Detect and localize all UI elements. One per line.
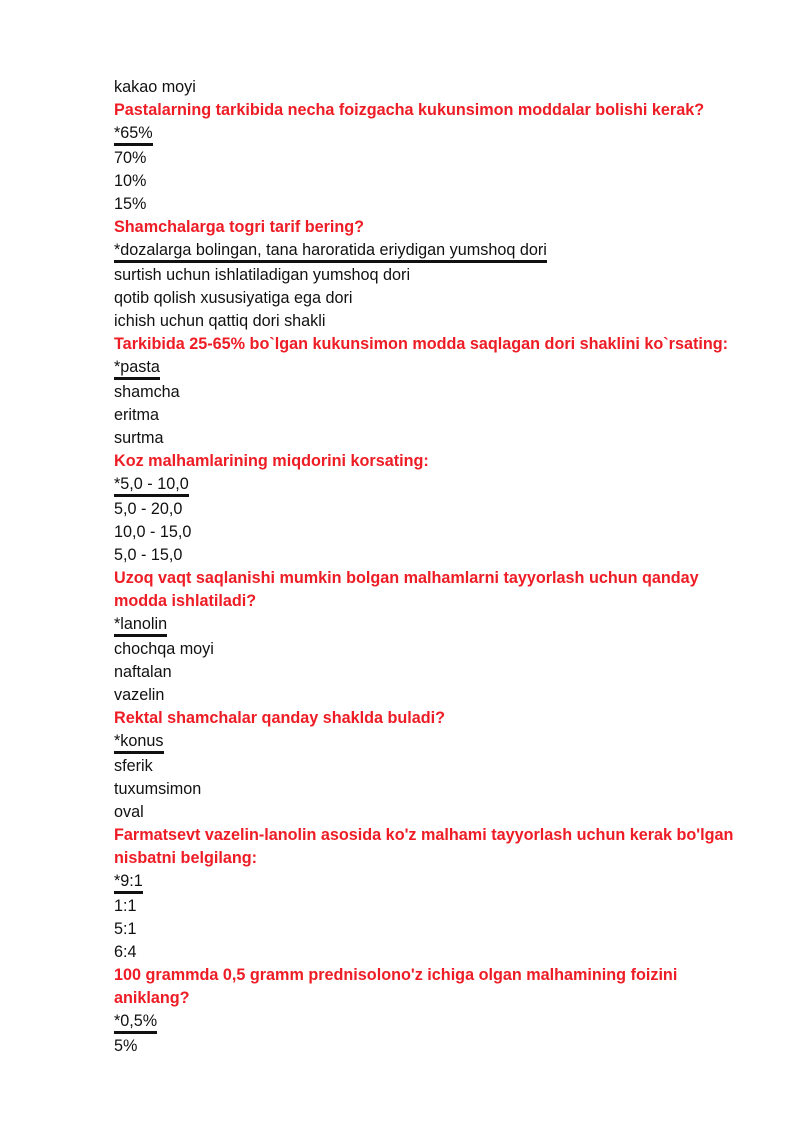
correct-answer-line (114, 1010, 754, 1035)
correct-answer-text: *5,0 - 10,0 (114, 475, 189, 497)
correct-answer-line (114, 122, 754, 147)
option-text: naftalan (114, 663, 172, 681)
option-text: 10,0 - 15,0 (114, 523, 192, 541)
correct-answer-line (114, 870, 754, 895)
option-text: qotib qolish xususiyatiga ega dori (114, 289, 353, 307)
option-text: 5,0 - 20,0 (114, 500, 183, 518)
option-text: 1:1 (114, 897, 137, 915)
correct-answer-line (114, 239, 754, 264)
option-text: ichish uchun qattiq dori shakli (114, 312, 326, 330)
option-text: tuxumsimon (114, 780, 202, 798)
option-text: 5,0 - 15,0 (114, 546, 183, 564)
correct-answer-text: *65% (114, 124, 153, 146)
option-text: kakao moyi (114, 78, 196, 96)
correct-answer-line (114, 473, 754, 498)
correct-answer-text: *9:1 (114, 872, 143, 894)
option-text: oval (114, 803, 144, 821)
correct-answer-line (114, 356, 754, 381)
option-text: surtma (114, 429, 164, 447)
question-text: Tarkibida 25-65% bo`lgan kukunsimon modda saqlagan dori shaklini ko`rsating: (114, 335, 729, 353)
option-text: chochqa moyi (114, 640, 214, 658)
correct-answer-text: *pasta (114, 358, 160, 380)
question-text: Koz malhamlarining miqdorini korsating: (114, 452, 429, 470)
question-text: Farmatsevt vazelin-lanolin asosida ko'z malhami tayyorlash uchun kerak bo'lgan nisbatni belgilang: (114, 826, 734, 867)
option-text: vazelin (114, 686, 165, 704)
option-text: shamcha (114, 383, 180, 401)
correct-answer-text: *lanolin (114, 615, 167, 637)
question-text: Rektal shamchalar qanday shaklda buladi? (114, 709, 446, 727)
option-text: sferik (114, 757, 153, 775)
option-text: 15% (114, 195, 147, 213)
correct-answer-text: *0,5% (114, 1012, 157, 1034)
correct-answer-line (114, 613, 754, 638)
option-text: eritma (114, 406, 159, 424)
question-text: Pastalarning tarkibida necha foizgacha kukunsimon moddalar bolishi kerak? (114, 101, 705, 119)
option-text: 70% (114, 149, 147, 167)
option-text: 10% (114, 172, 147, 190)
option-text: 5:1 (114, 920, 137, 938)
quiz-content (114, 76, 754, 1058)
option-text: 6:4 (114, 943, 137, 961)
question-text: Uzoq vaqt saqlanishi mumkin bolgan malhamlarni tayyorlash uchun qanday modda ishlatiladi? (114, 569, 699, 610)
correct-answer-text: *konus (114, 732, 164, 754)
option-text: 5% (114, 1037, 138, 1055)
option-text: surtish uchun ishlatiladigan yumshoq dori (114, 266, 411, 284)
correct-answer-line (114, 730, 754, 755)
question-text: 100 grammda 0,5 gramm prednisolono'z ichiga olgan malhamining foizini aniklang? (114, 966, 678, 1007)
question-text: Shamchalarga togri tarif bering? (114, 218, 365, 236)
correct-answer-text: *dozalarga bolingan, tana haroratida eriydigan yumshoq dori (114, 241, 547, 263)
